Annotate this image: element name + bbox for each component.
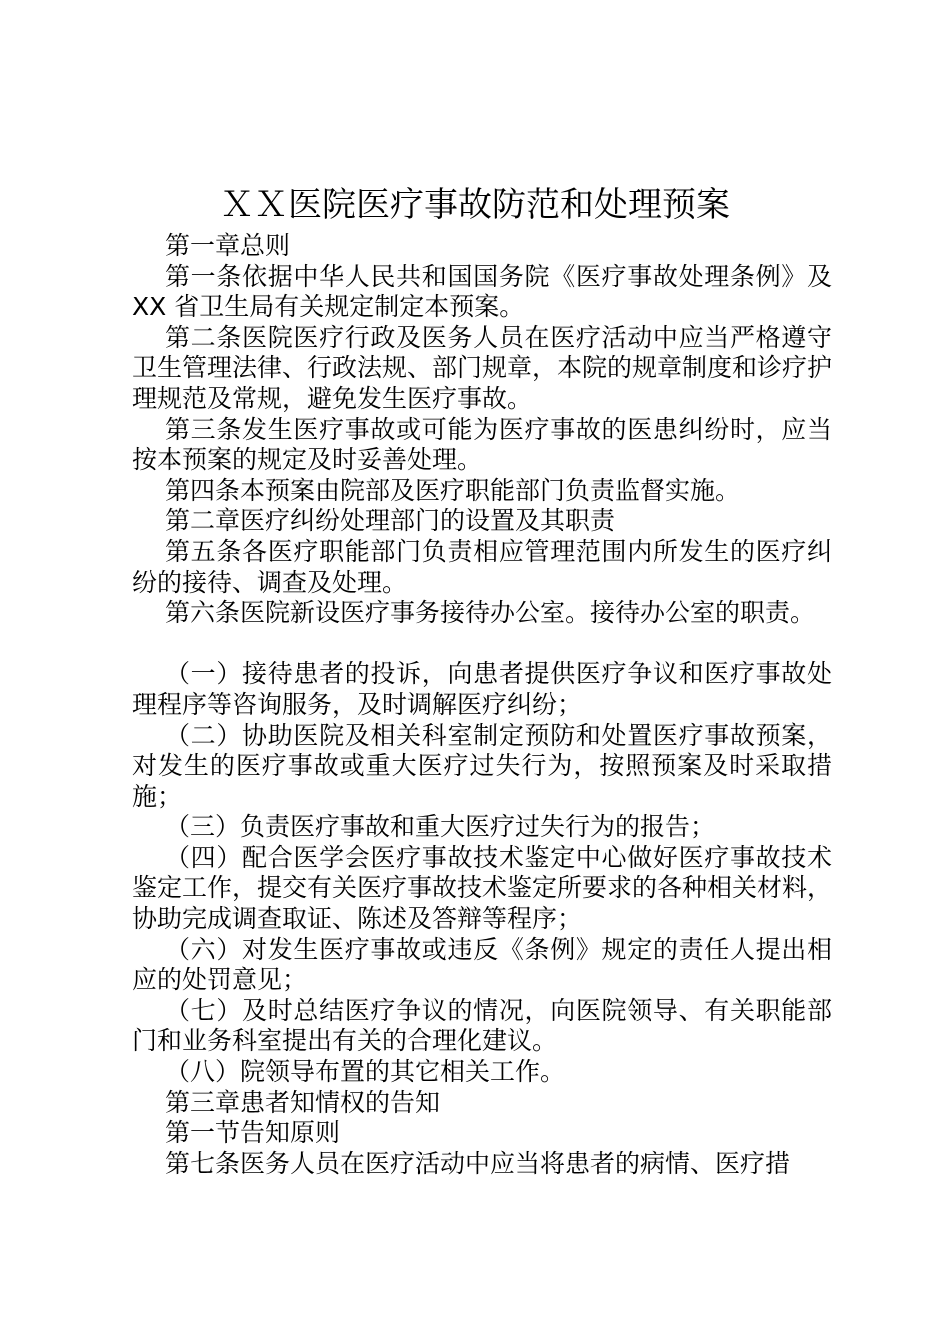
list-item: （四）配合医学会医疗事故技术鉴定中心做好医疗事故技术鉴定工作，提交有关医疗事故技术鉴定所要求的各种相关材料，协助完成调查取证、陈述及答辩等程序； xyxy=(132,842,833,934)
list-item: （七）及时总结医疗争议的情况，向医院领导、有关职能部门和业务科室提出有关的合理化建议。 xyxy=(132,995,832,1056)
list-item: （八）院领导布置的其它相关工作。 xyxy=(165,1057,566,1087)
article-paragraph: 第七条医务人员在医疗活动中应当将患者的病情、医疗措 xyxy=(165,1148,791,1178)
article-paragraph: 第二条医院医疗行政及医务人员在医疗活动中应当严格遵守卫生管理法律、行政法规、部门规章，本院的规章制度和诊疗护理规范及常规，避免发生医疗事故。 xyxy=(132,322,833,413)
article-paragraph: 第三条发生医疗事故或可能为医疗事故的医患纠纷时，应当按本预案的规定及时妥善处理。 xyxy=(132,414,832,475)
document-title: ＸＸ医院医疗事故防范和处理预案 xyxy=(220,185,730,225)
list-item: （三）负责医疗事故和重大医疗过失行为的报告； xyxy=(165,812,716,842)
chapter-heading: 第二章医疗纠纷处理部门的设置及其职责 xyxy=(165,506,616,536)
article-paragraph: 第五条各医疗职能部门负责相应管理范围内所发生的医疗纠纷的接待、调查及处理。 xyxy=(132,536,832,597)
list-item: （一）接待患者的投诉，向患者提供医疗争议和医疗事故处理程序等咨询服务，及时调解医疗纠纷； xyxy=(132,659,832,719)
list-item: （六）对发生医疗事故或违反《条例》规定的责任人提出相应的处罚意见； xyxy=(132,934,832,995)
chapter-heading: 第一章总则 xyxy=(165,231,291,260)
document-body xyxy=(132,231,832,1179)
article-paragraph: 第一条依据中华人民共和国国务院《医疗事故处理条例》及 XX 省卫生局有关规定制定本预案。 xyxy=(132,261,832,322)
article-paragraph: 第四条本预案由院部及医疗职能部门负责监督实施。 xyxy=(165,475,741,505)
section-heading: 第一节告知原则 xyxy=(165,1118,341,1148)
chapter-heading: 第三章患者知情权的告知 xyxy=(165,1087,441,1117)
list-item: （二）协助医院及相关科室制定预防和处置医疗事故预案，对发生的医疗事故或重大医疗过失行为，按照预案及时采取措施； xyxy=(132,720,832,811)
blank-line xyxy=(132,629,832,660)
article-paragraph: 第六条医院新设医疗事务接待办公室。接待办公室的职责。 xyxy=(165,598,816,628)
